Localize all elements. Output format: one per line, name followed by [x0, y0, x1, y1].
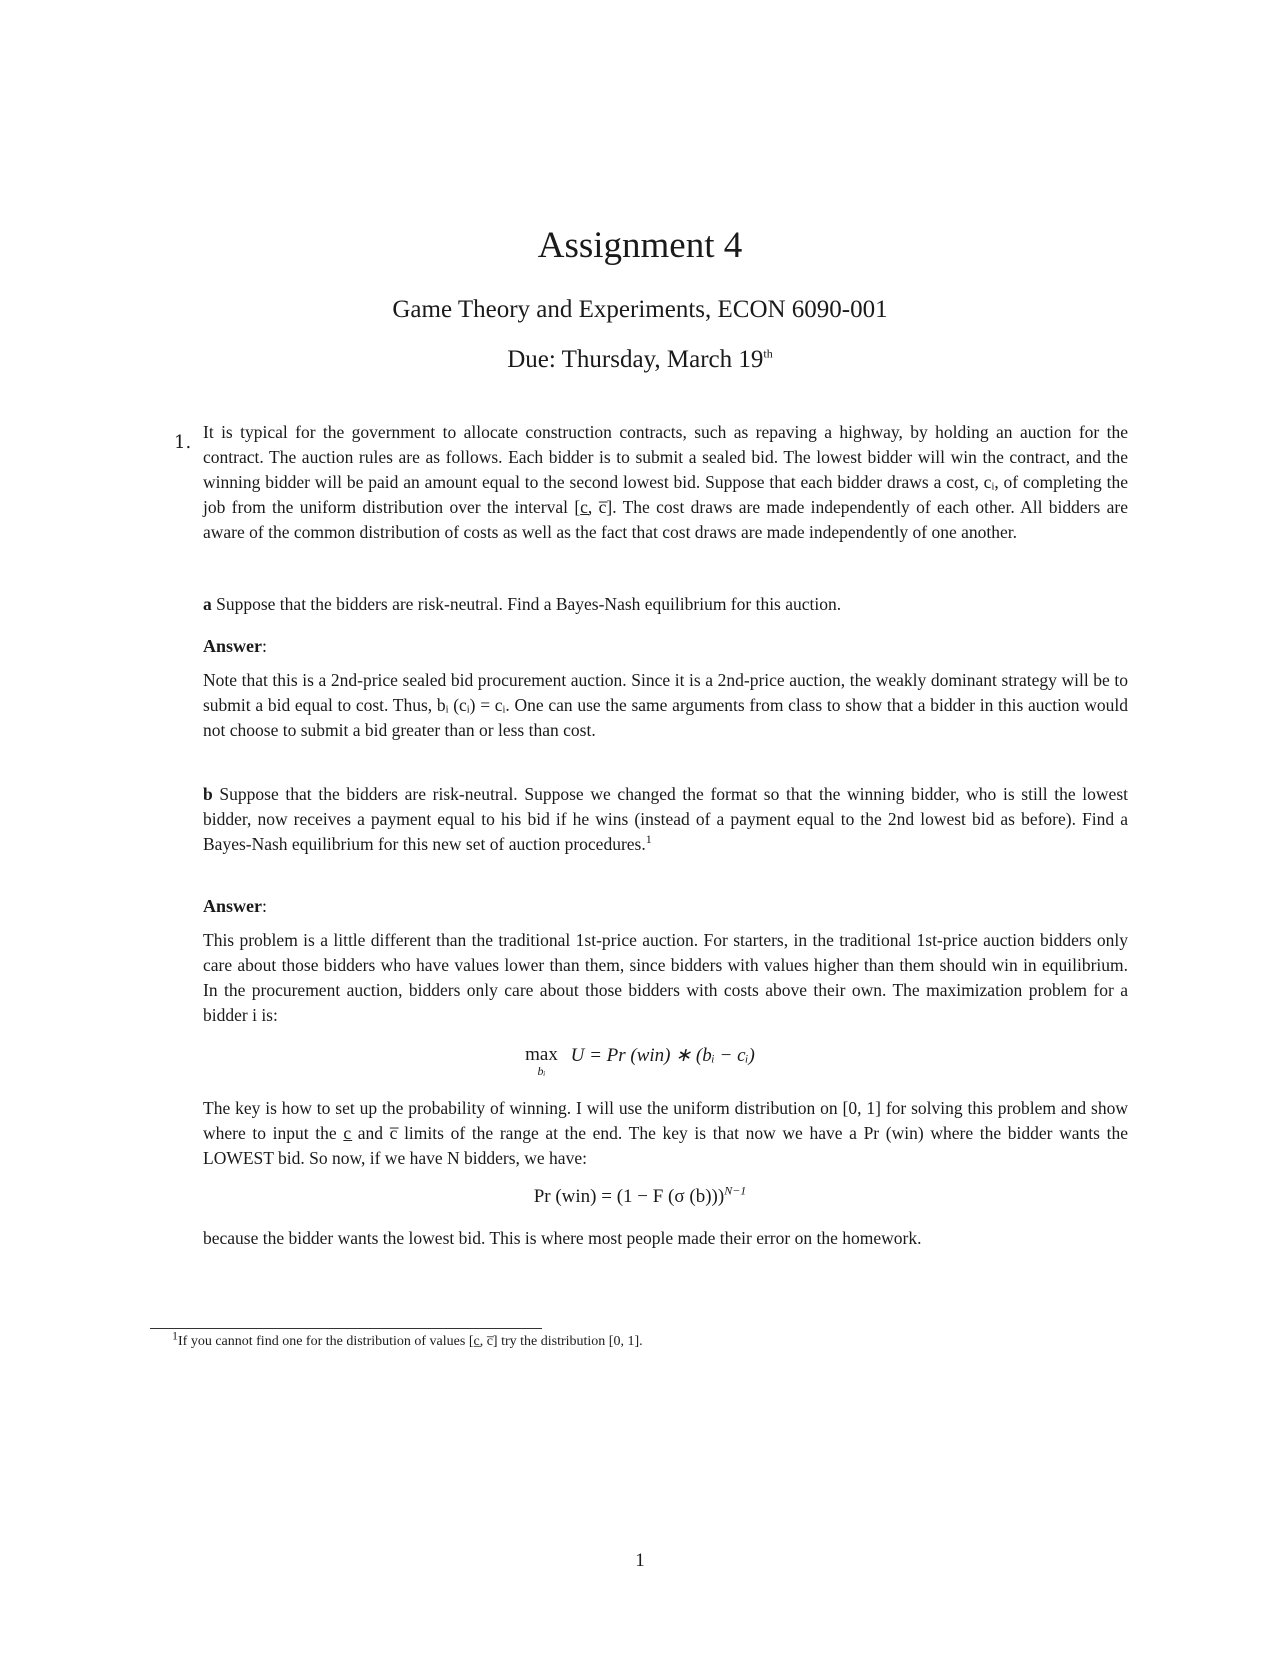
- eq-prob-sup: N−1: [724, 1183, 747, 1198]
- answer-b-heading: [203, 896, 267, 917]
- part-a-text: Suppose that the bidders are risk-neutral. Find a Bayes-Nash equilibrium for this auction.: [216, 594, 842, 614]
- answer-a-label: Answer: [203, 636, 262, 656]
- eq-max-sub: bᵢ: [537, 1064, 546, 1078]
- page-number: 1: [635, 1550, 645, 1571]
- due-date: [0, 346, 1280, 374]
- part-b-label: b: [203, 784, 213, 804]
- part-a-label: a: [203, 594, 212, 614]
- due-text: Due: Thursday, March 19: [507, 346, 764, 373]
- footnote: [172, 1328, 643, 1350]
- answer-a-text: Note that this is a 2nd-price sealed bid procurement auction. Since it is a 2nd-price auction, the weakly dominant strategy will be to submit a bid equal to cost. Thus, bᵢ (cᵢ) = cᵢ. One can use the same arguments from class to show that a bidder in this auction would not choose to submit a bid greater than or less than cost.: [203, 670, 1128, 740]
- eq-max: max: [525, 1044, 558, 1065]
- footnote-marker: 1: [645, 832, 652, 847]
- eq-prob-body: Pr (win) = (1 − F (σ (b))): [533, 1186, 725, 1207]
- answer-b-paragraph-1: This problem is a little different than the traditional 1st-price auction. For starters, in the traditional 1st-price auction bidders only care about those bidders who have values lower than them, since bidders with values higher than them should win in equilibrium. In the procurement auction, bidders only care about those bidders with costs above their own. The maximization problem for a bidder i is:: [203, 930, 1128, 1025]
- eq-max-operator: [525, 1044, 558, 1076]
- problem-intro: It is typical for the government to allocate construction contracts, such as repaving a highway, by holding an auction for the contract. The auction rules are as follows. Each bidder is to submit a sealed bid. The lowest bidder will win the contract, and the winning bidder will be paid an amount equal to the second lowest bid. Suppose that each bidder draws a cost, cᵢ, of completing the job from the uniform distribution over the interval [c̲, c̅]. The cost draws are made independently of each other. All bidders are aware of the common distribution of costs as well as the fact that cost draws are made independently of one another.: [203, 422, 1128, 542]
- eq-utility-body: U = Pr (win) ∗ (bᵢ − cᵢ): [570, 1045, 755, 1066]
- footnote-text: If you cannot find one for the distribution of values [c̲, c̅] try the distribution [0, 1].: [178, 1334, 643, 1349]
- answer-a-heading: [203, 636, 267, 657]
- footnote-divider: [150, 1328, 542, 1329]
- part-a: [203, 592, 1128, 617]
- answer-b-paragraph-3: because the bidder wants the lowest bid. This is where most people made their error on the homework.: [203, 1228, 922, 1248]
- part-b-text: Suppose that the bidders are risk-neutral. Suppose we changed the format so that the winning bidder, who is still the lowest bidder, now receives a payment equal to his bid if he wins (instead of a payment equal to the 2nd lowest bid as before). Find a Bayes-Nash equilibrium for this new set of auction procedures.: [203, 784, 1128, 854]
- equation-max-utility: [0, 1044, 1280, 1076]
- due-sup: th: [763, 346, 773, 361]
- problem-number: 1.: [174, 432, 192, 453]
- equation-prob-win: [0, 1183, 1280, 1208]
- answer-a-colon: :: [262, 636, 268, 656]
- page-title: Assignment 4: [537, 225, 743, 266]
- answer-b-colon: :: [262, 896, 268, 916]
- answer-b-paragraph-2: The key is how to set up the probability of winning. I will use the uniform distribution on [0, 1] for solving this problem and show where to input the c̲ and c̅ limits of the range at the end. The key is that now we have a Pr (win) where the bidder wants the LOWEST bid. So now, if we have N bidders, we have:: [203, 1098, 1128, 1168]
- footnote-mark: 1: [172, 1328, 178, 1343]
- answer-b-label: Answer: [203, 896, 262, 916]
- course-subtitle: Game Theory and Experiments, ECON 6090-001: [392, 296, 888, 323]
- part-b: [203, 782, 1128, 857]
